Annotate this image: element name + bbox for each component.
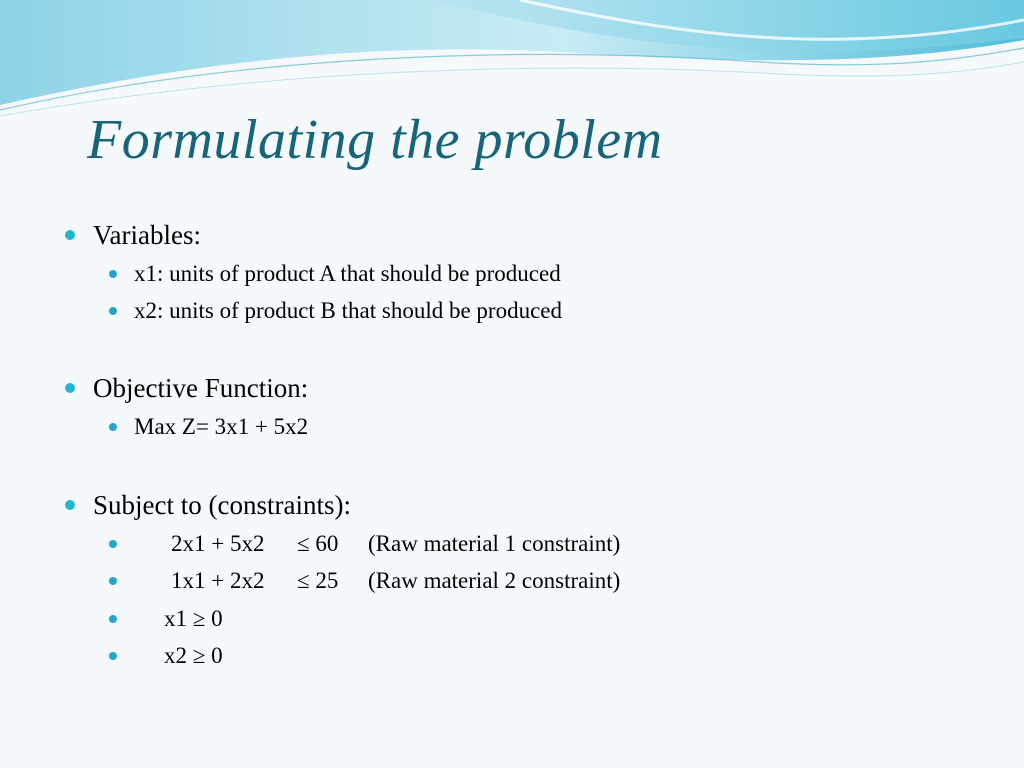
bullet-x2-definition — [134, 298, 562, 324]
bullet-text: Max Z= 3x1 + 5x2 — [134, 414, 309, 439]
bullet-dot-icon — [65, 383, 75, 393]
bullet-dot-icon — [65, 500, 75, 510]
constraint-row-4 — [134, 643, 334, 671]
bullet-dot-icon — [109, 307, 117, 315]
constraint-relation: ≤ 60 — [297, 531, 339, 556]
constraint-expression: 2x1 + 5x2 — [171, 531, 265, 556]
constraint-row-3 — [134, 606, 334, 634]
constraint-expression: 1x1 + 2x2 — [171, 568, 265, 593]
bullet-dot-icon — [109, 270, 117, 278]
bullet-text: x1: units of product A that should be produced — [134, 261, 561, 286]
bullet-dot-icon — [109, 652, 117, 660]
slide-title: Formulating the problem — [87, 109, 663, 171]
section-heading: Subject to (constraints): — [93, 490, 351, 520]
section-heading: Variables: — [93, 220, 201, 250]
bullet-dot-icon — [109, 540, 117, 548]
bullet-dot-icon — [65, 230, 75, 240]
constraint-note: (Raw material 1 constraint) — [368, 531, 621, 556]
constraint-row-2 — [134, 568, 694, 596]
constraint-note: (Raw material 2 constraint) — [368, 568, 621, 593]
section-heading: Objective Function: — [93, 373, 309, 403]
bullet-variables — [93, 220, 201, 251]
constraint-expression: x1 ≥ 0 — [164, 606, 223, 631]
bullet-x1-definition — [134, 261, 561, 287]
constraint-relation: ≤ 25 — [297, 568, 339, 593]
bullet-dot-icon — [109, 577, 117, 585]
bullet-text: x2: units of product B that should be produced — [134, 298, 562, 323]
bullet-objective-function — [93, 373, 308, 404]
constraint-expression: x2 ≥ 0 — [164, 643, 223, 668]
bullet-objective-formula — [134, 414, 308, 440]
constraint-row-1 — [134, 531, 694, 559]
bullet-dot-icon — [109, 615, 117, 623]
bullet-constraints — [93, 490, 351, 521]
bullet-dot-icon — [109, 423, 117, 431]
